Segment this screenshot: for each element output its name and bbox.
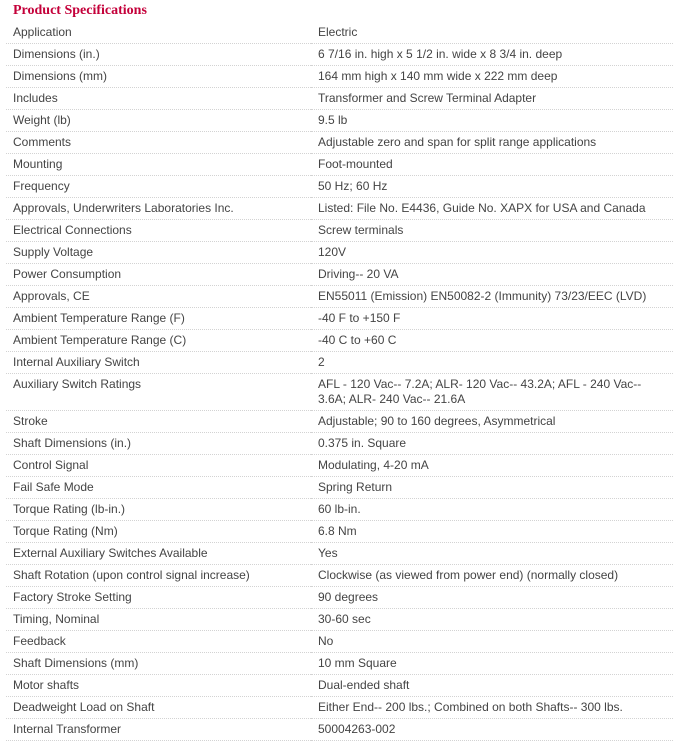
spec-label: Shaft Rotation (upon control signal increase): [6, 565, 311, 587]
spec-value: 0.375 in. Square: [311, 433, 673, 455]
spec-value: AFL - 120 Vac-- 7.2A; ALR- 120 Vac-- 43.2A; AFL - 240 Vac-- 3.6A; ALR- 240 Vac-- 21.6A: [311, 374, 673, 411]
spec-label: Shaft Dimensions (in.): [6, 433, 311, 455]
spec-label: Electrical Connections: [6, 220, 311, 242]
spec-label: Application: [6, 22, 311, 44]
spec-value: 9.5 lb: [311, 110, 673, 132]
spec-row: [6, 264, 673, 286]
spec-label: Factory Stroke Setting: [6, 587, 311, 609]
spec-row: [6, 374, 673, 411]
spec-row: [6, 675, 673, 697]
spec-value: Yes: [311, 543, 673, 565]
spec-row: [6, 330, 673, 352]
spec-value: 60 lb-in.: [311, 499, 673, 521]
spec-label: Stroke: [6, 411, 311, 433]
spec-row: [6, 176, 673, 198]
spec-value: 164 mm high x 140 mm wide x 222 mm deep: [311, 66, 673, 88]
spec-label: Supply Voltage: [6, 242, 311, 264]
spec-label: Deadweight Load on Shaft: [6, 697, 311, 719]
spec-row: [6, 653, 673, 675]
spec-label: Fail Safe Mode: [6, 477, 311, 499]
spec-row: [6, 455, 673, 477]
spec-label: Frequency: [6, 176, 311, 198]
specifications-table: [6, 22, 673, 741]
spec-value: 120V: [311, 242, 673, 264]
spec-label: Internal Transformer: [6, 719, 311, 741]
spec-label: Dimensions (in.): [6, 44, 311, 66]
spec-row: [6, 220, 673, 242]
spec-row: [6, 543, 673, 565]
spec-value: Modulating, 4-20 mA: [311, 455, 673, 477]
spec-row: [6, 308, 673, 330]
spec-row: [6, 88, 673, 110]
spec-row: [6, 433, 673, 455]
spec-row: [6, 242, 673, 264]
spec-label: Approvals, CE: [6, 286, 311, 308]
spec-value: 6 7/16 in. high x 5 1/2 in. wide x 8 3/4 in. deep: [311, 44, 673, 66]
spec-row: [6, 521, 673, 543]
spec-row: [6, 154, 673, 176]
spec-value: Foot-mounted: [311, 154, 673, 176]
spec-row: [6, 110, 673, 132]
spec-row: [6, 609, 673, 631]
spec-value: Adjustable zero and span for split range applications: [311, 132, 673, 154]
spec-label: Torque Rating (lb-in.): [6, 499, 311, 521]
spec-value: -40 F to +150 F: [311, 308, 673, 330]
spec-value: No: [311, 631, 673, 653]
spec-row: [6, 352, 673, 374]
spec-value: Dual-ended shaft: [311, 675, 673, 697]
spec-label: Shaft Dimensions (mm): [6, 653, 311, 675]
spec-label: Mounting: [6, 154, 311, 176]
spec-value: 90 degrees: [311, 587, 673, 609]
spec-label: Timing, Nominal: [6, 609, 311, 631]
spec-row: [6, 587, 673, 609]
spec-value: Either End-- 200 lbs.; Combined on both Shafts-- 300 lbs.: [311, 697, 673, 719]
spec-value: 10 mm Square: [311, 653, 673, 675]
spec-label: Internal Auxiliary Switch: [6, 352, 311, 374]
spec-value: Transformer and Screw Terminal Adapter: [311, 88, 673, 110]
spec-label: Auxiliary Switch Ratings: [6, 374, 311, 411]
spec-label: Motor shafts: [6, 675, 311, 697]
spec-value: -40 C to +60 C: [311, 330, 673, 352]
spec-row: [6, 198, 673, 220]
spec-row: [6, 477, 673, 499]
spec-value: Adjustable; 90 to 160 degrees, Asymmetrical: [311, 411, 673, 433]
spec-row: [6, 565, 673, 587]
specifications-table-body: [6, 22, 673, 741]
spec-label: Includes: [6, 88, 311, 110]
spec-value: 50 Hz; 60 Hz: [311, 176, 673, 198]
spec-value: Electric: [311, 22, 673, 44]
spec-label: Comments: [6, 132, 311, 154]
spec-row: [6, 286, 673, 308]
spec-value: EN55011 (Emission) EN50082-2 (Immunity) 73/23/EEC (LVD): [311, 286, 673, 308]
section-title: Product Specifications: [13, 3, 147, 18]
spec-label: Power Consumption: [6, 264, 311, 286]
spec-label: Approvals, Underwriters Laboratories Inc.: [6, 198, 311, 220]
spec-label: Ambient Temperature Range (F): [6, 308, 311, 330]
spec-row: [6, 719, 673, 741]
spec-label: Torque Rating (Nm): [6, 521, 311, 543]
spec-label: Control Signal: [6, 455, 311, 477]
spec-label: Dimensions (mm): [6, 66, 311, 88]
spec-value: Clockwise (as viewed from power end) (normally closed): [311, 565, 673, 587]
spec-row: [6, 697, 673, 719]
spec-value: 6.8 Nm: [311, 521, 673, 543]
spec-row: [6, 631, 673, 653]
spec-value: Driving-- 20 VA: [311, 264, 673, 286]
spec-value: 30-60 sec: [311, 609, 673, 631]
spec-row: [6, 22, 673, 44]
spec-value: 50004263-002: [311, 719, 673, 741]
spec-value: Listed: File No. E4436, Guide No. XAPX for USA and Canada: [311, 198, 673, 220]
spec-label: External Auxiliary Switches Available: [6, 543, 311, 565]
spec-row: [6, 44, 673, 66]
spec-row: [6, 499, 673, 521]
spec-row: [6, 132, 673, 154]
spec-label: Ambient Temperature Range (C): [6, 330, 311, 352]
spec-row: [6, 411, 673, 433]
spec-label: Weight (lb): [6, 110, 311, 132]
spec-label: Feedback: [6, 631, 311, 653]
spec-value: Screw terminals: [311, 220, 673, 242]
spec-value: Spring Return: [311, 477, 673, 499]
spec-row: [6, 66, 673, 88]
spec-value: 2: [311, 352, 673, 374]
